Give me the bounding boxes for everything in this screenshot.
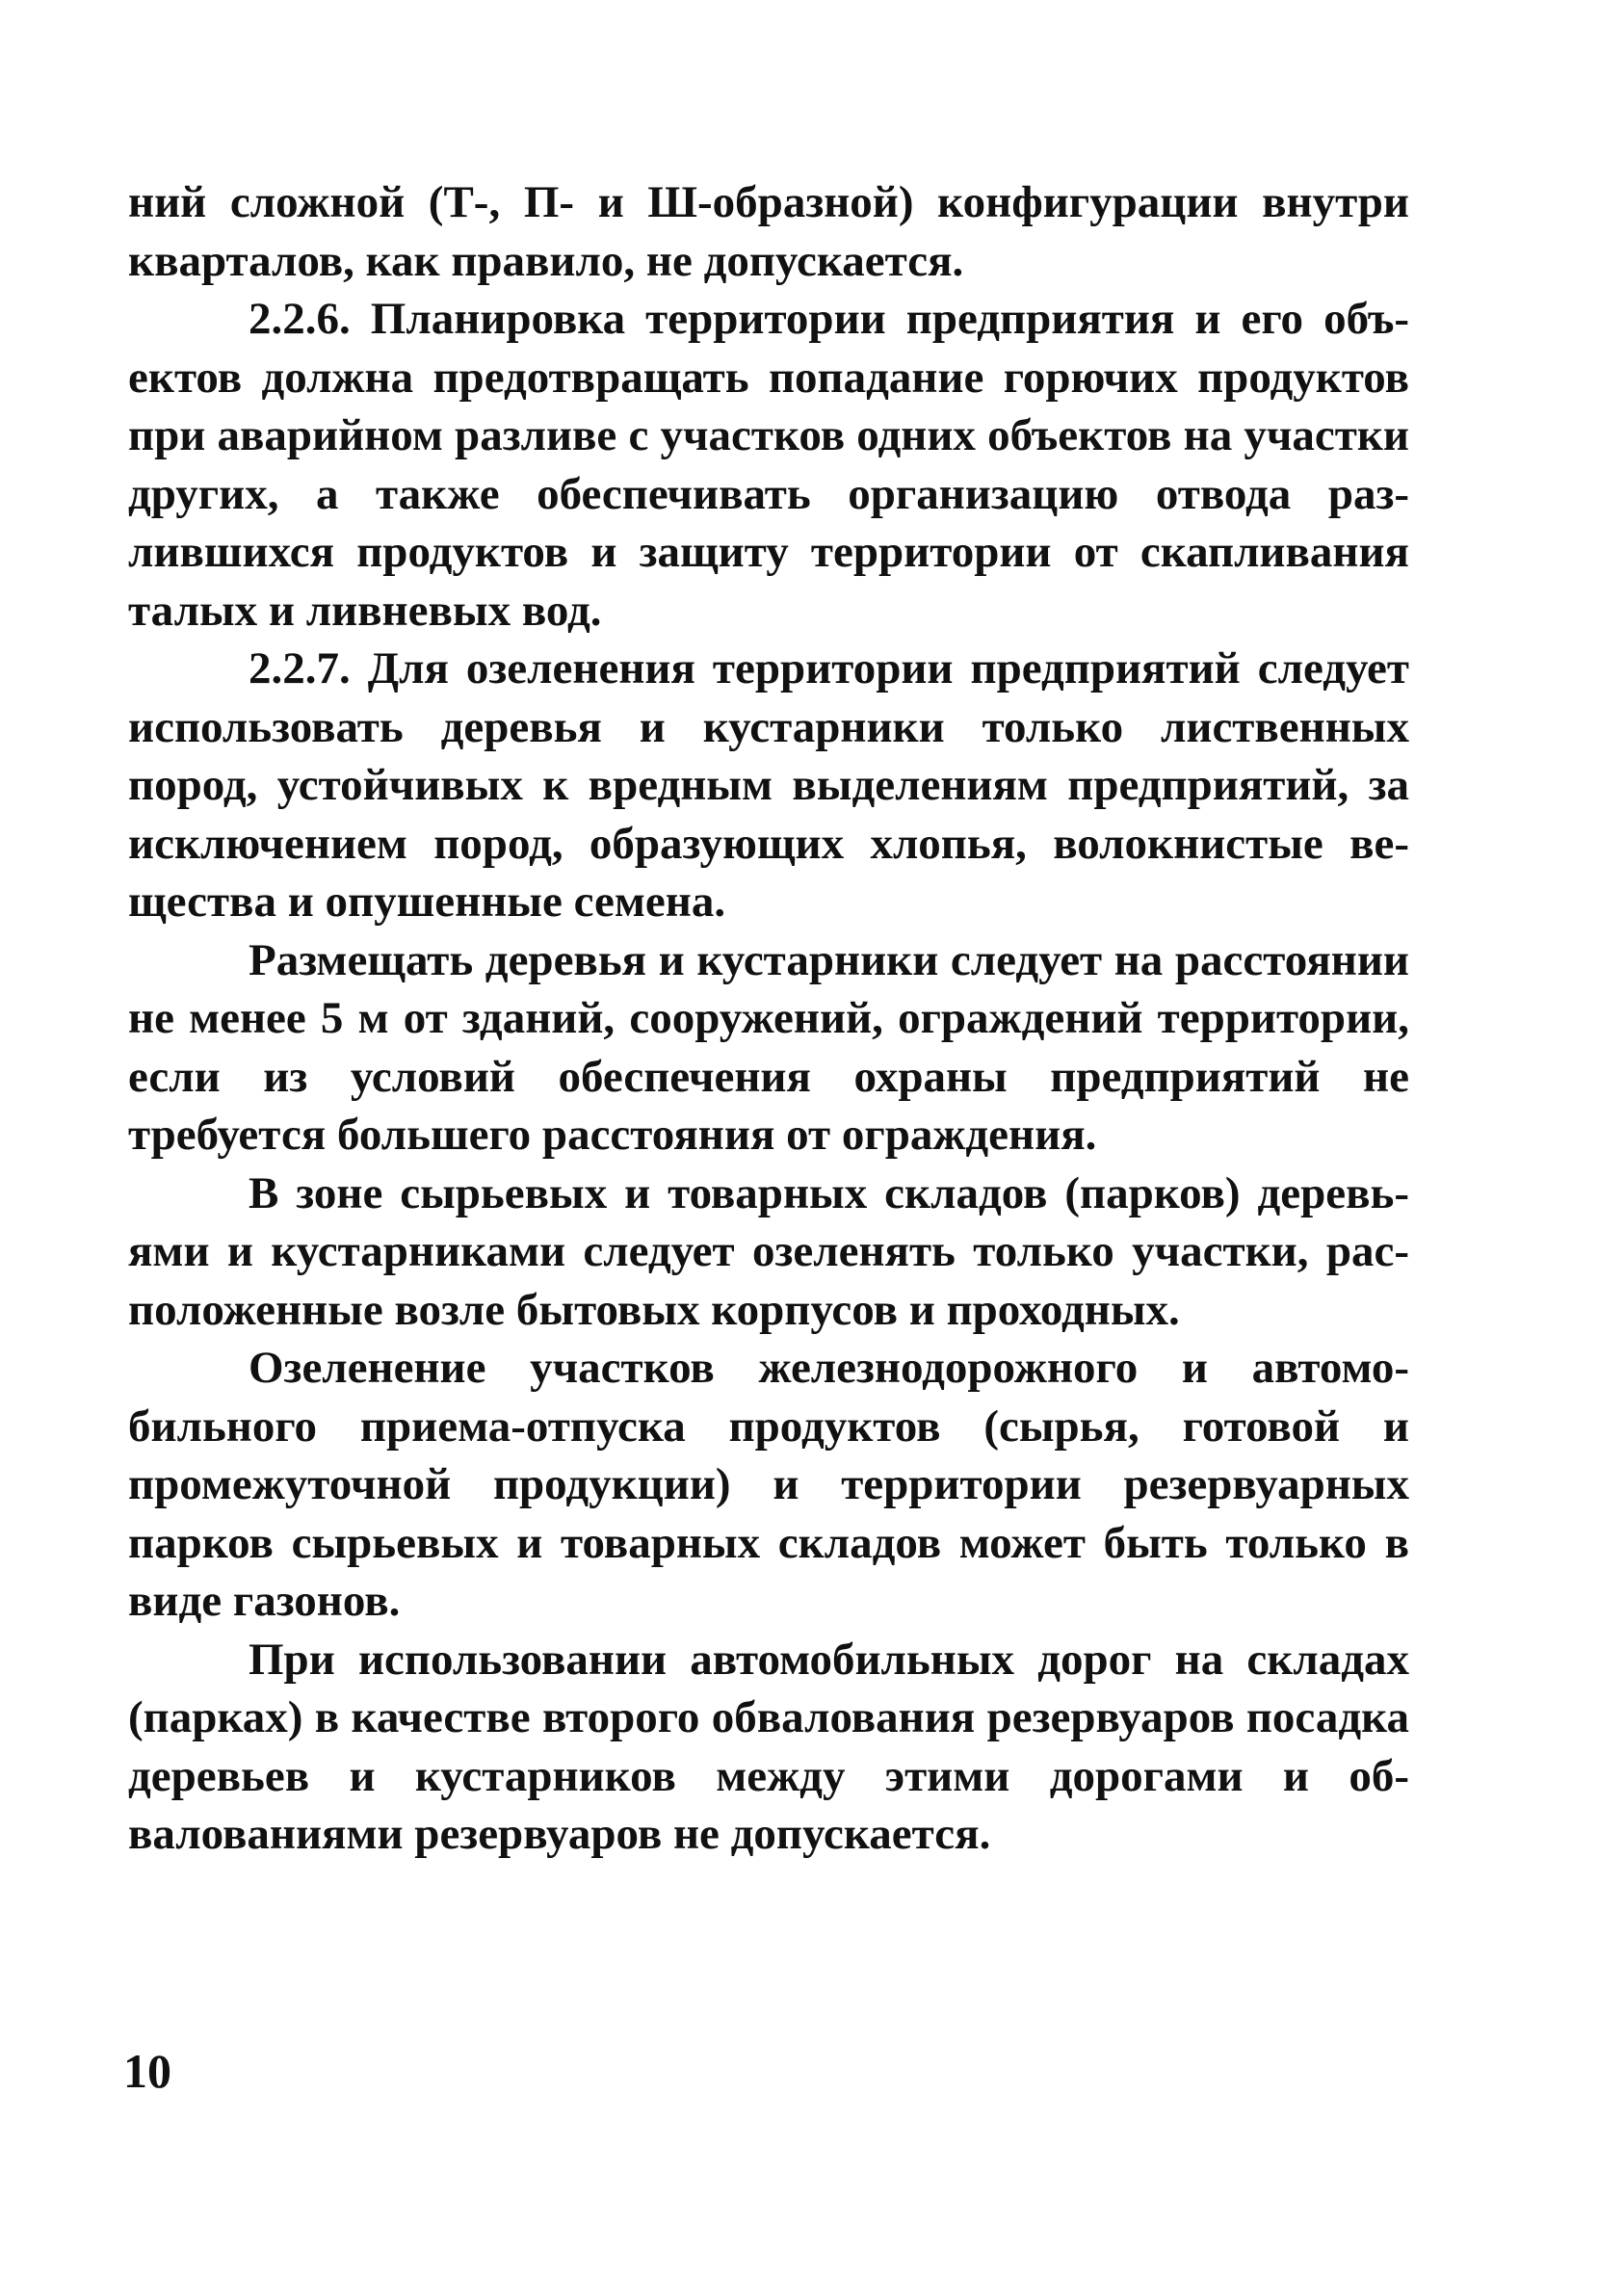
paragraph-tree-spacing: Размещать деревья и кустарники следует на расстоянии не менее 5 м от зданий, сооружений, ограждений территории, если из условий обеспечения охраны предприятий не требуется большего расстояния от ограждения.	[128, 934, 1409, 1160]
page-number: 10	[123, 2044, 171, 2098]
paragraph-roads: При использовании автомобильных дорог на складах (парках) в качестве второго обвалования резервуаров посадка деревьев и кустарников между этими дорогами и обвалованиями резервуаров не допускается.	[128, 1634, 1409, 1859]
paragraph-lawns: Озеленение участков железнодорожного и автомобильного приема-отпуска продуктов (сырья, готовой и промежуточной продукции) и территории резервуарных парков сырьевых и товарных складов может быть только в виде газонов.	[128, 1343, 1409, 1626]
paragraph-storage-zone: В зоне сырьевых и товарных складов (парков) деревьями и кустарниками следует озеленять только участки, расположенные возле бытовых корпусов и проходных.	[128, 1167, 1409, 1335]
paragraph-2-2-7: 2.2.7. Для озеленения территории предприятий следует использовать деревья и кустарники только лиственных пород, устойчивых к вредным выделениям предприятий, за исключением пород, образующих хлопья, волокнистые вещества и опушенные семена.	[128, 643, 1409, 927]
paragraph-2-2-6: 2.2.6. Планировка территории предприятия и его объектов должна предотвращать попадание горючих продуктов при аварийном разливе с участков одних объектов на участки других, а также обеспечивать организацию отвода разлившихся продуктов и защиту территории от скапливания талых и ливневых вод.	[128, 294, 1409, 636]
paragraph-continuation: ний сложной (Т-, П- и Ш-образной) конфигурации внутри кварталов, как правило, не допускается.	[128, 177, 1409, 286]
body-text	[128, 173, 1409, 1864]
